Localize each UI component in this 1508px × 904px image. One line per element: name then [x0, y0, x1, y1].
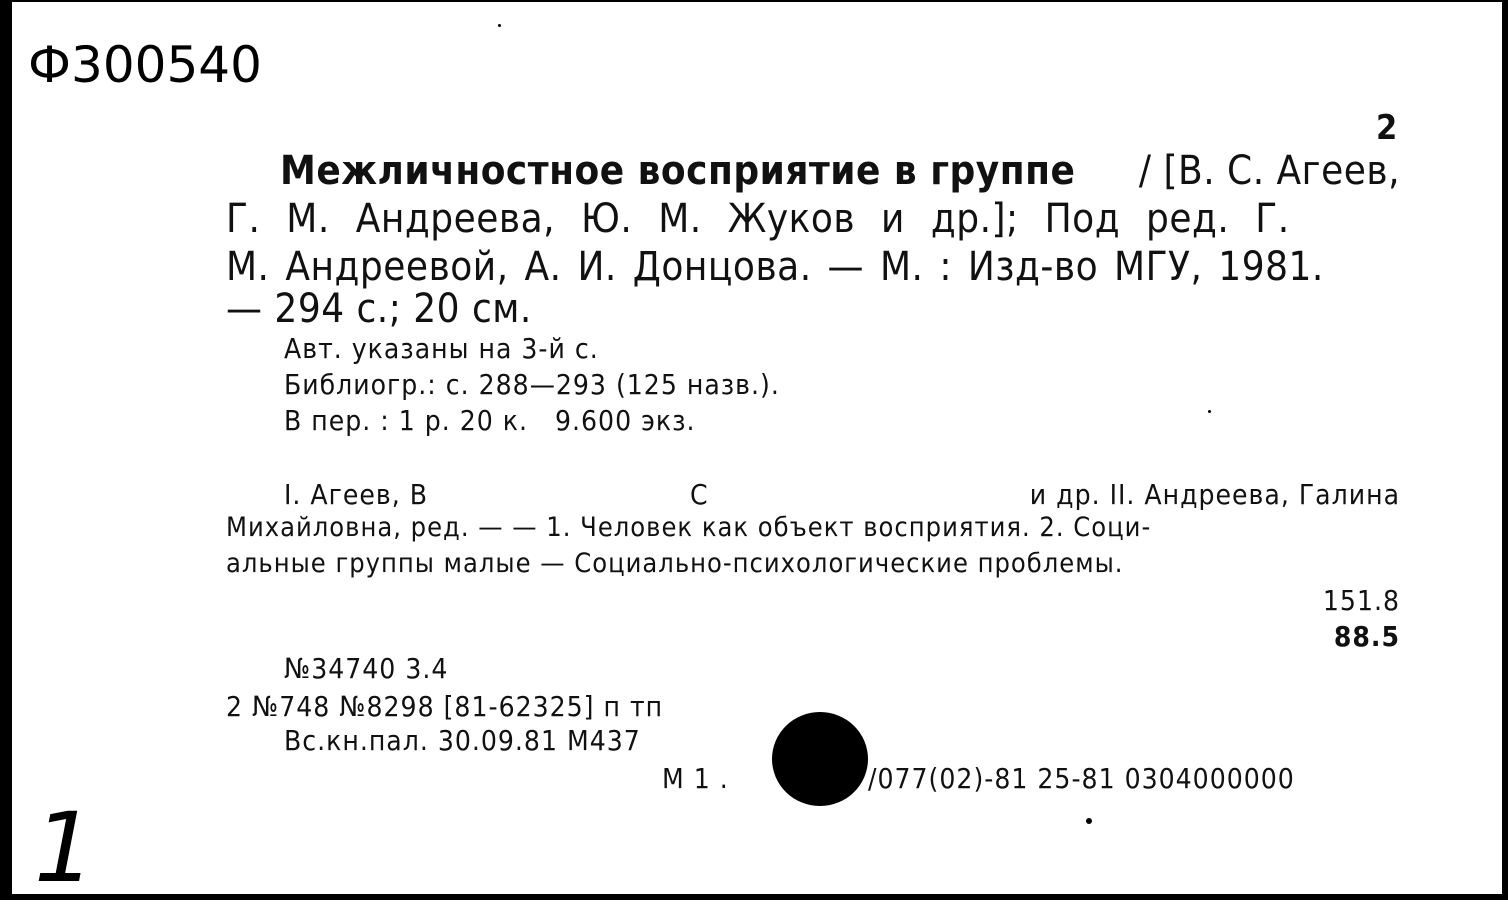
note-price: В пер. : 1 р. 20 к. 9.600 экз. — [284, 404, 696, 437]
shelf-number: Ф300540 — [28, 36, 262, 94]
copy-number: 1 — [34, 792, 96, 904]
tracing-line-1c: и др. II. Андреева, Галина — [1029, 478, 1400, 511]
title-line-3: М. Андреевой, А. И. Донцова. — М. : Изд-во МГУ, 1981. — [226, 244, 1324, 290]
classification-2: 88.5 — [1333, 620, 1400, 653]
tracing-line-3: альные группы малые — Социально-психологические проблемы. — [226, 548, 1124, 579]
note-bibliography: Библиогр.: с. 288—293 (125 назв.). — [284, 368, 780, 401]
footer-right: /077(02)-81 25-81 0304000000 — [868, 762, 1295, 795]
speck — [1208, 410, 1211, 413]
title-line-2: Г. М. Андреева, Ю. М. Жуков и др.]; Под ред. Г. — [226, 196, 1290, 242]
speck — [1086, 818, 1092, 824]
tracing-line-2: Михайловна, ред. — — 1. Человек как объект восприятия. 2. Соци- — [226, 512, 1152, 543]
title-line-1 — [280, 148, 1400, 194]
record-line-1: №34740 3.4 — [284, 652, 449, 685]
title-line-4: — 294 с.; 20 см. — [226, 286, 532, 332]
record-line-2: 2 №748 №8298 [81-62325] п тп — [226, 690, 664, 723]
tracing-line-1a: I. Агеев, В — [284, 478, 429, 511]
tracing-line-1b: С — [690, 478, 709, 511]
classification-1: 151.8 — [1322, 584, 1400, 617]
speck — [1504, 124, 1507, 127]
speck — [498, 24, 501, 27]
footer-left: М 1 . — [662, 762, 729, 795]
record-line-3: Вс.кн.пал. 30.09.81 М437 — [284, 724, 641, 757]
title-line-1-rest: / [В. С. Агеев, — [1138, 148, 1400, 194]
punch-hole — [772, 712, 868, 806]
card-number: 2 — [1376, 108, 1398, 148]
title-bold: Межличностное восприятие в группе — [280, 148, 1076, 194]
note-authors: Авт. указаны на 3-й с. — [284, 332, 599, 365]
